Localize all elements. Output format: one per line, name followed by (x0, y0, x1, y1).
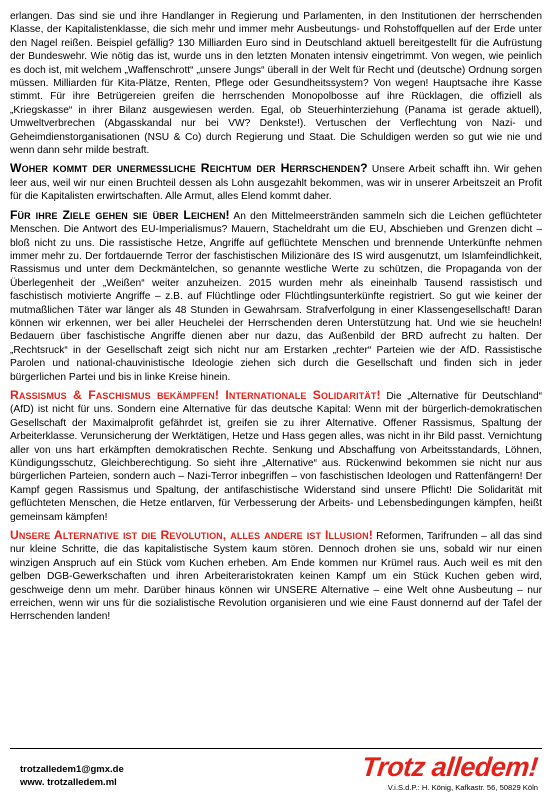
trotz-alledem-logo: Trotz alledem! (360, 752, 540, 782)
section-heading-rassismus: Rassismus & Faschismus bekämpfen! Internationale Solidarität! (10, 387, 381, 402)
imprint-text: V.i.S.d.P.: H. König, Kafkastr. 56, 50829 Köln (387, 783, 538, 792)
contact-email: trotzalledem1@gmx.de (20, 764, 124, 775)
contact-block (20, 763, 124, 789)
section-heading-reichtum: Woher kommt der unermessliche Reichtum der Herrschenden? (10, 161, 368, 176)
section-heading-revolution: Unsere Alternative ist die Revolution, alles andere ist Illusion! (10, 528, 373, 543)
section-text-leichen: An den Mittelmeerstränden sammeln sich die Leichen geflüchteter Menschen. Die Antwort des EU-Imperialismus? Mauern, Stacheldraht um die EU, Abschieben und Grenzen dicht – bloß nicht zu uns. Die rassistische Hetze, Angriffe auf geflüchtete Menschen und brennende Unterkünfte nehmen immer mehr zu. Der fortdauernde Terror der faschistischen Milizionäre des IS wird ausgenutzt, um Islamfeindlichkeit, Rassismus und unter dem Deckmäntelchen, so genannte westliche Werte zu schützen, die Propaganda von der Überlegenheit der „Weißen“ weiter anzuheizen. 2015 wurden mehr als eineinhalb Tausend rassistisch und faschistisch motivierte Angriffe – z.B. auf Flüchtlinge oder Flüchtlingsunterkünfte registriert. So gut wie keiner der mutmaßlichen Täter war länger als 48 Stunden in Gewahrsam. Strafverfolgung in einer Klassengesellschaft! Daran können wir erkennen, wer bei aller Heuchelei der Herrschenden deren Unterstützung hat. Und wie sie heucheln! Bedauern über faschistische Angriffe dienen aber nur dazu, das Außenbild der BRD aufrecht zu halten. Der „Rechtsruck“ in der Gesellschaft zeigt sich nicht nur am Erstarken „rechter“ Parteien wie der AfD. Rassistische Parolen und national-chauvinistische Ideologie ziehen sich durch die Gesellschaft und finden sich in jeder bürgerlichen Partei und bis in linke Kreise hinein. (10, 210, 542, 383)
section-text-rassismus: Die „Alternative für Deutschland“ (AfD) ist nicht für uns. Sondern eine Alternative für das deutsche Kapital: Wenn mit der bürgerlich-demokratischen Gesellschaft der Maximalprofit gefährdet ist, greifen sie zu ihrer Alternative. Offener Rassismus, Spaltung der Arbeiterklasse. Verunsicherung der Werktätigen, Hetze und Hass gegen alles, was nicht in ihr Bild passt. Vernichtung aller von uns hart erkämpften demokratischen Rechte. Senkung und Abschaffung von Arbeitsstandards, Löhnen, Kündigungsschutz, Gleichberechtigung. So sieht ihre „Alternative“ aus. Rückenwind bekommen sie nicht nur aus bürgerlichen Parteien, sondern auch – Nazi-Terror inbegriffen – von faschistischen Ideologen und Rattenfängern! Der Kampf gegen Rassismus und Spaltung, der antifaschistische Widerstand sind unsere Pflicht! Die Solidarität mit geflüchteten Menschen, die Hetze entlarven, für Verbesserung der Arbeits- und Lebensbedingungen kämpfen, heißt gemeinsam kämpfen! (10, 390, 543, 523)
section-revolution (10, 529, 542, 624)
intro-text: erlangen. Das sind sie und ihre Handlanger in Regierung und Parlamenten, in den Institutionen der herrschenden Klasse, der Kapitalistenklasse, die sich mehr und immer mehr Ausbeutungs- und Rohstoffquellen auf der Erde unter den Nagel reißen. Beispiel gefällig? 130 Milliarden Euro sind in Deutschland aktuell bereitgestellt für die Aufrüstung der Bundeswehr. Wie nötig das ist, wurde uns in den letzten Monaten intensiv eingetrimmt. Von wegen, wie peinlich es doch ist, mit welchem „Waffenschrott“ „unsere Jungs“ überall in der Welt für Recht und (deutsche) Ordnung sorgen müssen. Milliarden für Kita-Plätze, Renten, Pflege oder Gesundheitssystem? Von wegen! Hauptsache ihre Kasse stimmt. Für ihre Betrügereien greifen die herrschenden Monopolbosse auf ihre Rücklagen, die offiziell als „Kriegskasse“ in ihrer Bilanz ausgewiesen werden. Egal, ob Steuerhinterziehung (Panama ist gerade aktuell), Umweltverbrechen (Abgasskandal nur bei VW? Denkste!). Vertuschen der Verflechtung von Nazi- und Geheimdienstorganisationen (NSU & Co) durch Regierung und Staat. Die Schuldigen werden so gut wie nie und wenn dann sehr milde bestraft. (10, 11, 542, 157)
section-rassismus (10, 389, 542, 524)
contact-website: www. trotzalledem.ml (20, 777, 117, 788)
section-reichtum (10, 162, 542, 203)
section-text-revolution: Reformen, Tarifrunden – all das sind nur kleine Schritte, die das kapitalistische System kaum stören. Dennoch drohen sie uns, sobald wir nur einen winzigen Anspruch auf ein Stück vom Kuchen erheben. Am Ende kommen nur Krümel raus. Auch weil es mit den gelben DGB-Gewerkschaften und ihren Arbeiteraristokraten keinen Kampf um ein Stück Kuchen geben wird, geschweige denn um mehr. Darüber hinaus können wir UNSERE Alternative – eine Welt ohne Ausbeutung – nur erreichen, wenn wir uns für die sozialistische Revolution organisieren und wie eine Faust donnernd auf der Tafel der Herrschenden landen! (10, 531, 543, 623)
intro-paragraph (10, 10, 542, 157)
section-text-reichtum: Unsere Arbeit schafft ihn. Wir gehen leer aus, weil wir nur einen Bruchteil dessen als Lohn ausgezahlt bekommen, was wir in unserer Arbeitszeit an Profit für die Kapitalisten erwirtschaften. Alle Armut, alles Elend kommt daher. (10, 164, 542, 203)
section-heading-leichen: Für ihre Ziele gehen sie über Leichen! (10, 207, 230, 222)
section-leichen (10, 209, 542, 384)
footer (10, 748, 542, 801)
